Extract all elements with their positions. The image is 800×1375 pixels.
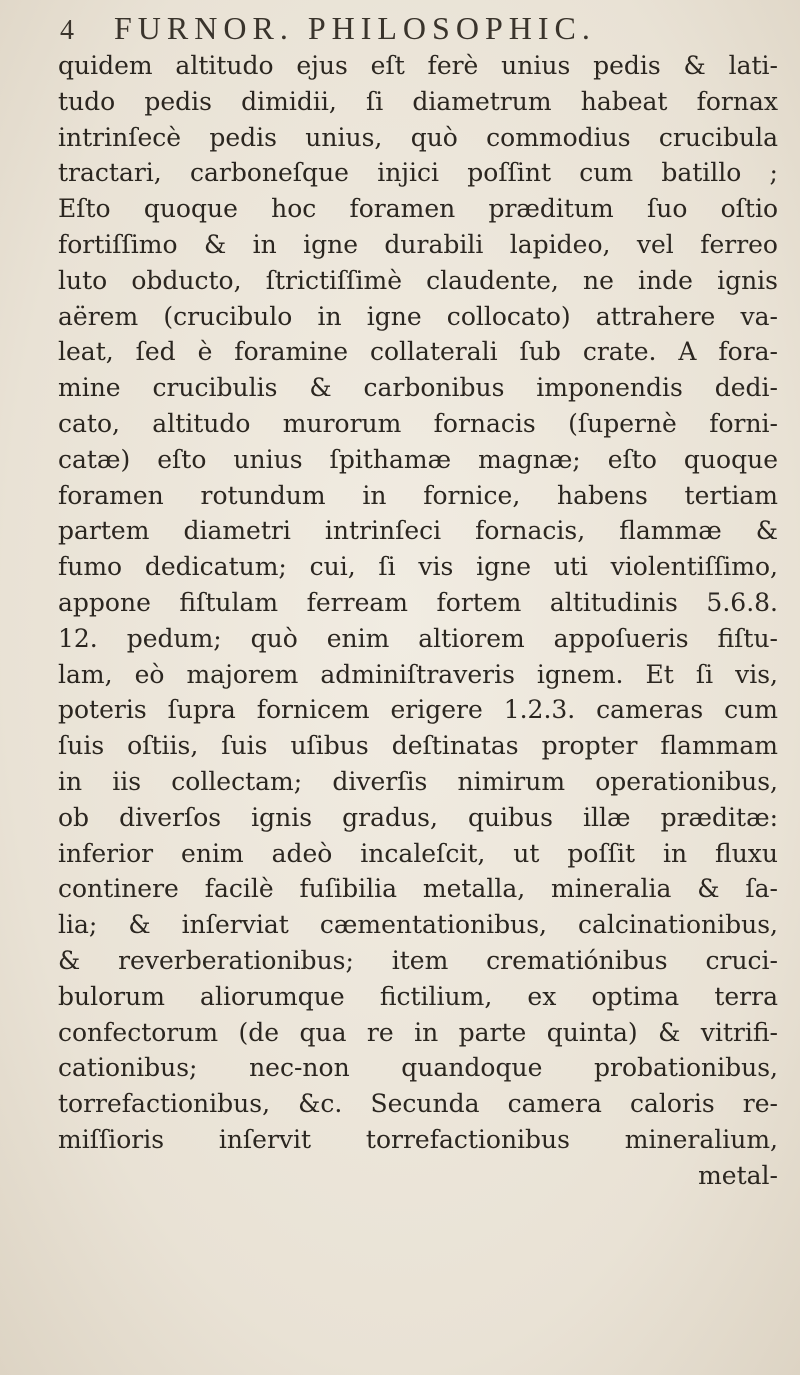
text-line: bulorum aliorumque fictilium, ex optima terra [58,981,778,1011]
text-line: fortiſſimo & in igne durabili lapideo, vel ferreo [58,229,778,259]
text-line: Eſto quoque hoc foramen præditum ſuo oſtio [58,194,778,224]
text-line: & reverberationibus; item crematiónibus cruci- [58,945,778,975]
text-line: 12. pedum; quò enim altiorem appoſueris fiſtu- [58,623,778,653]
text-line: miſſioris inſervit torrefactionibus mineralium, [58,1124,778,1154]
text-body [58,48,778,1194]
text-line: lam, eò majorem adminiſtraveris ignem. Et ſi vis, [58,659,778,689]
page-number: 4 [60,15,74,46]
text-line: cato, altitudo murorum fornacis (ſupernè forni- [58,408,778,438]
text-line: catæ) eſto unius ſpithamæ magnæ; eſto quoque [58,444,778,474]
text-line: foramen rotundum in fornice, habens tertiam [58,480,778,510]
text-line: ſuis oſtiis, ſuis uſibus deſtinatas propter flammam [58,731,778,761]
text-line: leat, ſed è foramine collaterali ſub crate. A fora- [58,337,778,367]
text-line: inferior enim adeò incaleſcit, ut poſſit in fluxu [58,838,778,868]
text-line: quidem altitudo ejus eſt ferè unius pedis & lati- [58,51,778,80]
text-line: tudo pedis dimidii, ſi diametrum habeat fornax [58,86,778,116]
text-line: aërem (crucibulo in igne collocato) attrahere va- [58,301,778,331]
text-line: intrinſecè pedis unius, quò commodius crucibula [58,122,778,152]
catchword: metal- [698,1160,778,1190]
text-line: partem diametri intrinſeci fornacis, flammæ & [58,516,778,546]
text-line: in iis collectam; diverſis nimirum operationibus, [58,766,778,796]
text-line: tractari, carboneſque injici poſſint cum batillo ; [58,158,778,188]
text-line: lia; & inſerviat cæmentationibus, calcinationibus, [58,910,778,940]
text-line: luto obducto, ſtrictiſſimè claudente, ne inde ignis [58,265,778,295]
text-line: poteris ſupra fornicem erigere 1.2.3. cameras cum [58,695,778,725]
text-line: appone fiſtulam ferream fortem altitudinis 5.6.8. [58,587,778,617]
text-line: fumo dedicatum; cui, ſi vis igne uti violentiſſimo, [58,552,778,582]
text-line: cationibus; nec-non quandoque probationibus, [58,1053,778,1083]
text-line: torrefactionibus, &c. Secunda camera caloris re- [58,1089,778,1119]
running-title: FURNOR. PHILOSOPHIC. [114,10,596,46]
text-line: confectorum (de qua re in parte quinta) & vitrifi- [58,1017,778,1047]
text-line: mine crucibulis & carbonibus imponendis dedi- [58,373,778,403]
text-line: ob diverſos ignis gradus, quibus illæ præditæ: [58,802,778,832]
text-line: continere facilè fuſibilia metalla, mineralia & ſa- [58,874,778,904]
